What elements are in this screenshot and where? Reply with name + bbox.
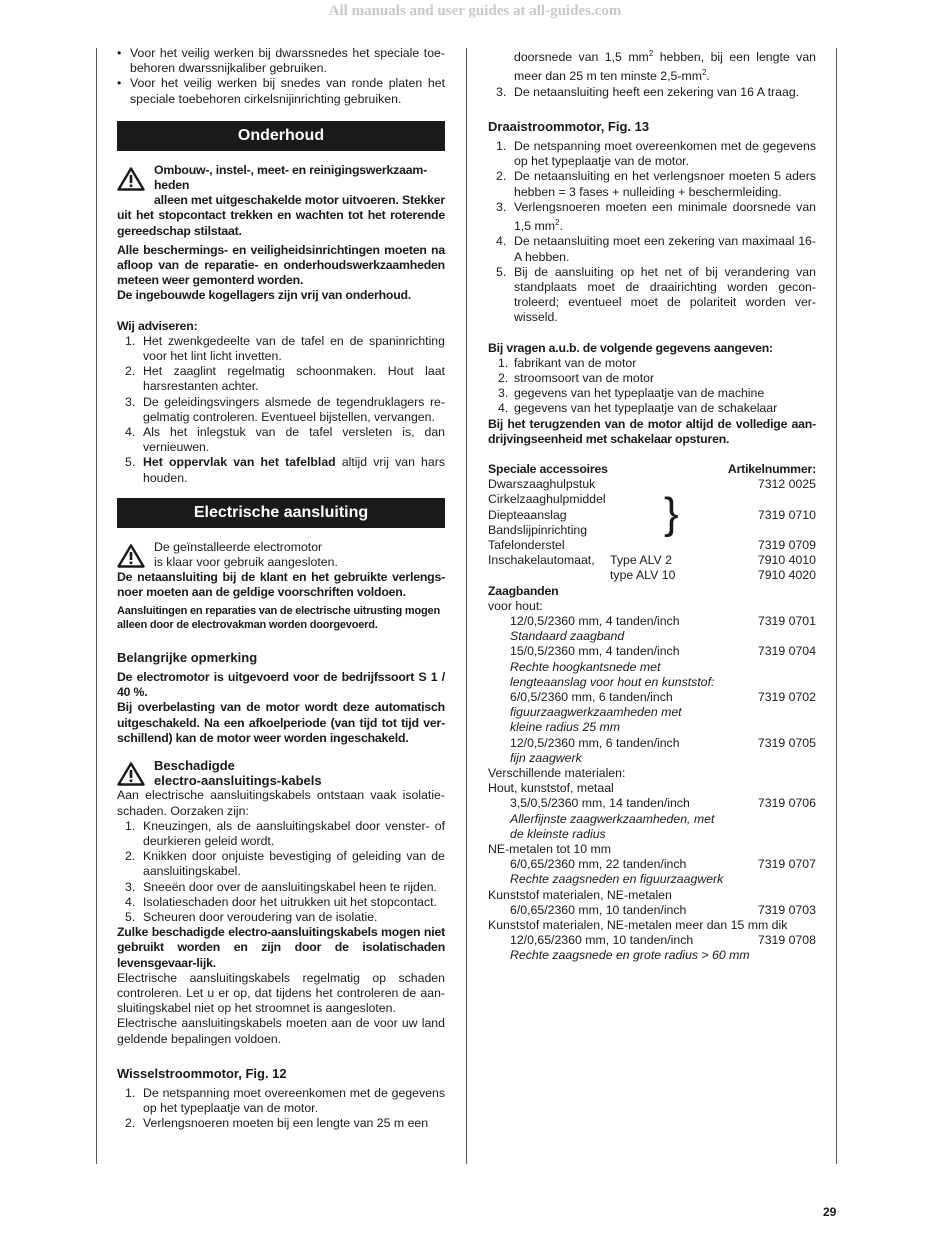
table-row: Tafelonderstel 7319 0709 <box>488 537 816 552</box>
accessory-group <box>488 489 816 539</box>
table-row: 6/0,65/2360 mm, 10 tanden/inch 7319 0703 <box>510 902 816 917</box>
paragraph: De netaansluiting bij de klant en het gebruikte verlengs-noer moeten aan de geldige voorschriften voldoen. <box>117 570 445 600</box>
warning-block <box>117 758 445 788</box>
questions-heading: Bij vragen a.u.b. de volgende gegevens aangeven: <box>488 340 773 355</box>
warning-heading: Ombouw-, instel-, meet- en reinigingswerkzaam-heden <box>154 162 427 193</box>
table-row: 6/0,5/2360 mm, 6 tanden/inch 7319 0702 <box>510 690 816 704</box>
list-item: 1. De netspanning moet overeenkomen met de gegevens op het typeplaatje van de motor. <box>125 1085 445 1116</box>
warning-icon <box>117 544 145 568</box>
list-item: 5. Scheuren door veroudering van de isolatie. <box>125 909 378 924</box>
warning-text: alleen met uitgeschakelde motor uitvoeren. Stekker uit het stopcontact trekken en wachten tot het roterende gereedschap stilstaat. <box>117 193 445 238</box>
table-row: Diepteaanslag 7319 0710 <box>488 507 816 522</box>
list-item: 2. Het zaaglint regelmatig schoonmaken. Hout laat harsrestanten achter. <box>125 364 445 394</box>
center-rule <box>466 48 467 1164</box>
paragraph: De electromotor is uitgevoerd voor de bedrijfssoort S 1 / 40 %. <box>117 669 445 700</box>
questions-list <box>488 356 816 417</box>
warning-block <box>117 163 445 193</box>
warning-block <box>117 540 445 570</box>
list-item: 1. fabrikant van de motor <box>498 355 637 370</box>
list-item: • Voor het veilig werken bij dwarssnedes het speciale toe-behoren dwarssnijkaliber gebruiken. <box>117 46 445 76</box>
ds-heading: Draaistroommotor, Fig. 13 <box>488 118 650 134</box>
warning-icon <box>117 167 145 191</box>
list-item: 3. De netaansluiting heeft een zekering van 16 A traag. <box>496 84 800 99</box>
paragraph: Electrische aansluitingskabels moeten aan de voor uw land geldende bepalingen voldoen. <box>117 1016 445 1046</box>
paragraph: Aan electrische aansluitingskabels ontstaan vaak isolatie-schaden. Oorzaken zijn: <box>117 788 445 818</box>
list-item: 2. Knikken door onjuiste bevestiging of geleiding van de aansluitingskabel. <box>125 849 445 879</box>
list-item: 5. Het oppervlak van het tafelblad altijd vrij van hars houden. <box>125 455 445 485</box>
table-row: Cirkelzaaghulpmiddel <box>488 492 606 507</box>
list-item: 3. gegevens van het typeplaatje van de machine <box>498 386 765 401</box>
table-row: 6/0,65/2360 mm, 22 tanden/inch 7319 0707 <box>510 857 816 872</box>
list-item: 1. Het zwenkgedeelte van de tafel en de spaninrichting voor het lint licht invetten. <box>125 333 445 364</box>
list-item: 5. Bij de aansluiting op het net of bij verandering van standplaats moet de draairichting worden gecon-troleerd; eventueel moet de polariteit worden ver-wisseld. <box>496 264 816 325</box>
blade-description: lengteaanslag voor hout en kunststof: <box>510 674 715 689</box>
causes-list <box>117 819 445 925</box>
table-row: 12/0,65/2360 mm, 10 tanden/inch 7319 0708 <box>510 933 816 948</box>
blades-heading: Zaagbanden <box>488 583 559 598</box>
warning-heading: Beschadigde <box>154 757 235 773</box>
list-item: 4. Als het inlegstuk van de tafel versleten is, dan vernieuwen. <box>125 425 445 455</box>
blade-description: Rechte zaagsnede en grote radius > 60 mm <box>510 948 750 963</box>
brace-symbol: } <box>664 489 679 539</box>
paragraph: Verschillende materialen: <box>488 766 626 781</box>
list-item: 2. De netaansluiting en het verlengsnoer moeten 5 aders hebben = 3 fases + nulleiding + beschermleiding. <box>496 169 816 199</box>
warning-icon <box>117 762 145 786</box>
table-row: type ALV 10 7910 4020 <box>610 568 816 583</box>
list-item: 4. De netaansluiting moet een zekering van maximaal 16-A hebben. <box>496 234 816 264</box>
paragraph: NE-metalen tot 10 mm <box>488 842 612 857</box>
table-row: Bandslijpinrichting <box>488 522 588 537</box>
paragraph: voor hout: <box>488 598 543 613</box>
left-rule <box>96 48 97 1164</box>
right-rule <box>836 48 837 1164</box>
list-item: 1. De netspanning moet overeenkomen met de gegevens op het typeplaatje van de motor. <box>496 139 816 169</box>
ds-list <box>488 139 816 326</box>
blade-description: figuurzaagwerkzaamheden met <box>510 705 682 720</box>
bullet-list <box>117 46 445 107</box>
blade-description: Rechte hoogkantsnede met <box>510 659 661 674</box>
paragraph: De ingebouwde kogellagers zijn vrij van onderhoud. <box>117 288 412 303</box>
table-header: Speciale accessoires Artikelnummer: <box>488 461 816 476</box>
list-item: 2. Verlengsnoeren moeten bij een lengte van 25 m een <box>125 1116 429 1131</box>
table-row: 12/0,5/2360 mm, 4 tanden/inch 7319 0701 <box>510 613 816 628</box>
list-item: 4. Isolatieschaden door het uitrukken uit het stopcontact. <box>125 894 437 909</box>
table-row: Dwarszaaghulpstuk 7312 0025 <box>488 477 816 492</box>
list-item: • Voor het veilig werken bij snedes van ronde platen het speciale toebehoren cirkelsnijinrichting gebruiken. <box>117 76 445 106</box>
blade-description: Allerfijnste zaagwerkzaamheden, met <box>510 811 715 826</box>
blade-description: fijn zaagwerk <box>510 750 582 765</box>
warning-heading: electro-aansluitings-kabels <box>154 773 322 789</box>
list-item: 1. Kneuzingen, als de aansluitingskabel door venster- of deurkieren geleid wordt. <box>125 818 445 848</box>
table-row: 12/0,5/2360 mm, 6 tanden/inch 7319 0705 <box>510 735 816 750</box>
list-item: 3. De geleidingsvingers alsmede de tegendruklagers re-gelmatig controleren. Eventueel bijstellen, vervangen. <box>125 394 445 424</box>
table-row: Inschakelautomaat, Type ALV 2 7910 4010 <box>488 553 816 568</box>
right-column <box>488 46 816 964</box>
ws-heading: Wisselstroommotor, Fig. 12 <box>117 1065 287 1081</box>
paragraph: Kunststof materialen, NE-metalen <box>488 887 672 902</box>
warning-text: is klaar voor gebruik aangesloten. <box>154 555 338 570</box>
paragraph: Zulke beschadigde electro-aansluitingskabels mogen niet gebruikt worden en zijn door de isolatischaden levensgevaar-lijk. <box>117 925 445 970</box>
advice-list <box>117 334 445 486</box>
paragraph: Bij het terugzenden van de motor altijd de volledige aan-drijvingseenheid met schakelaar opsturen. <box>488 416 816 446</box>
paragraph: Aansluitingen en reparaties van de electrische uitrusting mogen alleen door de electrovakman worden doorgevoerd. <box>117 604 440 631</box>
paragraph: Alle beschermings- en veiligheidsinrichtingen moeten na afloop van de reparatie- en onderhoudswerkzaamheden meteen weer gemonterd worden. <box>117 242 445 288</box>
blade-description: Rechte zaagsneden en figuurzaagwerk <box>510 872 724 887</box>
warning-text: De geïnstalleerde electromotor <box>154 539 323 554</box>
table-row: 15/0,5/2360 mm, 4 tanden/inch 7319 0704 <box>510 644 816 659</box>
blade-description: Standaard zaagband <box>510 629 625 644</box>
ws-list <box>117 1086 445 1132</box>
blade-description: de kleinste radius <box>510 826 606 841</box>
list-item: 2. stroomsoort van de motor <box>498 370 655 385</box>
paragraph: Electrische aansluitingskabels regelmatig op schaden controleren. Let u er op, dat tijdens het controleren de aan-sluitingskabel niet op het stroomnet is aangesloten. <box>117 970 445 1016</box>
paragraph: Hout, kunststof, metaal <box>488 781 614 796</box>
list-item: 3. Verlengsnoeren moeten een minimale doorsnede van 1,5 $mm^2$. <box>496 199 816 234</box>
table-row: 3,5/0,5/2360 mm, 14 tanden/inch 7319 0706 <box>510 796 816 811</box>
paragraph: Bij overbelasting van de motor wordt deze automatisch uitgeschakeld. Na een afkoelperiode (van tijd tot tijd ver-schillend) kan de motor weer worden ingeschakeld. <box>117 700 445 745</box>
remark-heading: Belangrijke opmerking <box>117 649 258 665</box>
accessories-table <box>488 462 816 964</box>
watermark: All manuals and user guides at all-guides.com <box>328 3 622 19</box>
paragraph: Kunststof materialen, NE-metalen meer dan 15 mm dik <box>488 918 788 933</box>
paragraph: doorsnede van 1,5 $mm^2$ hebben, bij een lengte van meer dan 25 m ten minste $2,5-mm^2$. <box>514 49 816 84</box>
section-title-onderhoud: Onderhoud <box>117 121 445 151</box>
page-number: 29 <box>823 1205 837 1219</box>
list-item: 4. gegevens van het typeplaatje van de schakelaar <box>498 401 778 416</box>
left-column <box>117 46 445 1132</box>
blade-description: kleine radius 25 mm <box>510 720 621 735</box>
section-title-electric: Electrische aansluiting <box>117 498 445 528</box>
ws-list-cont <box>488 85 816 100</box>
list-item: 3. Sneeën door over de aansluitingskabel heen te rijden. <box>125 879 437 894</box>
advice-heading: Wij adviseren: <box>117 318 198 333</box>
